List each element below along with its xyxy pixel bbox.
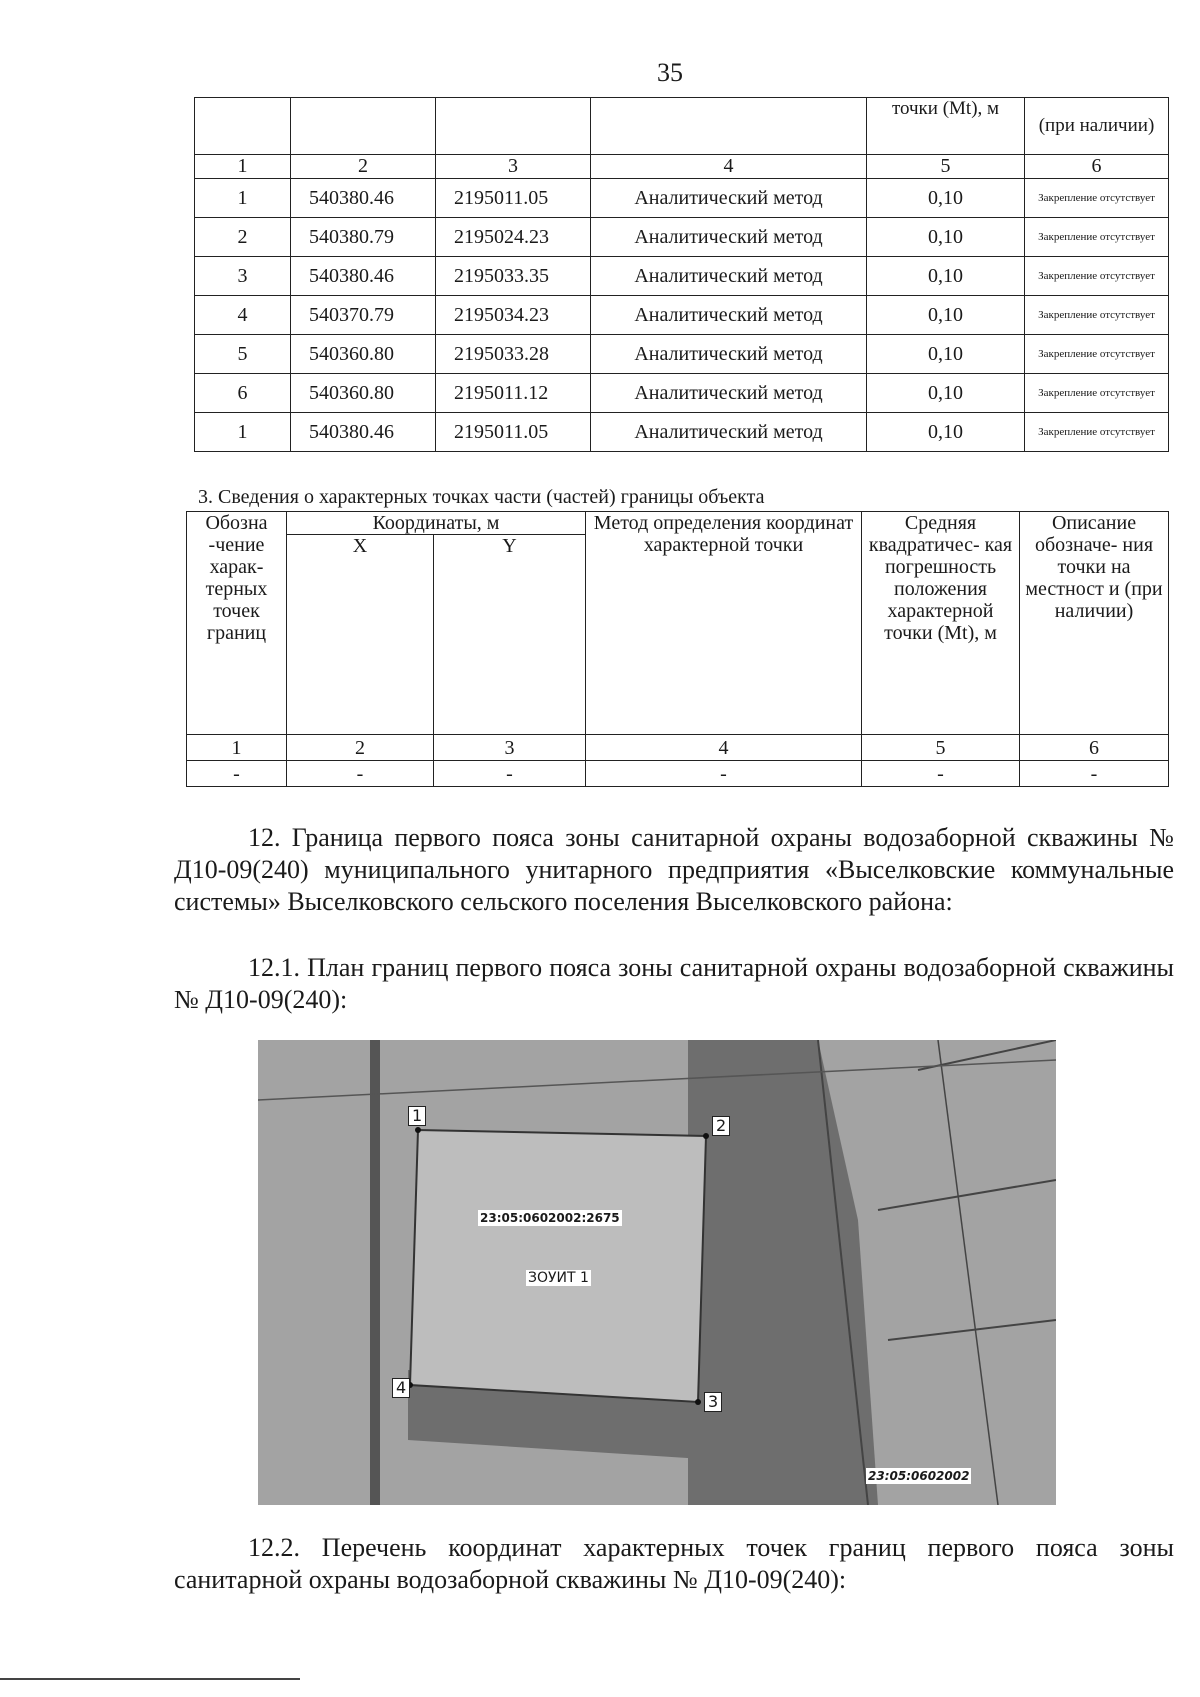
header-desc: Описание обозначе- ния точки на местност и (при наличии) (1020, 512, 1169, 735)
quarter-label: 23:05:0602002 (868, 1469, 970, 1483)
point-number: 2 (195, 218, 291, 257)
table-row (195, 218, 1169, 257)
table-header-row (195, 98, 1169, 155)
section3-header-row (187, 512, 1169, 535)
table-row (195, 257, 1169, 296)
column-number-row (187, 735, 1169, 761)
paragraph-12: 12. Граница первого пояса зоны санитарной охраны водозаборной скважины № Д10-09(240) муниципального унитарного предприятия «Выселковские коммунальные системы» Выселковского сельского поселения Выселковского района: (174, 823, 1174, 916)
fix-value: Закрепление отсутствует (1025, 218, 1169, 257)
col-num: 3 (434, 735, 586, 761)
x-value: 540370.79 (291, 296, 436, 335)
x-value: 540380.46 (291, 257, 436, 296)
y-value: 2195024.23 (436, 218, 591, 257)
section3-title: 3. Сведения о характерных точках части (частей) границы объекта (198, 486, 765, 508)
fix-value: Закрепление отсутствует (1025, 374, 1169, 413)
empty-cell: - (1020, 761, 1169, 787)
point-label-1: 1 (408, 1106, 426, 1126)
header-method: Метод определения координат характерной точки (586, 512, 862, 735)
header-error: точки (Mt), м (867, 98, 1025, 155)
empty-cell: - (586, 761, 862, 787)
col-num: 6 (1020, 735, 1169, 761)
paragraph-12-1: 12.1. План границ первого пояса зоны санитарной охраны водозаборной скважины № Д10-09(240): (174, 953, 1174, 1014)
header-desc: (при наличии) (1025, 98, 1169, 155)
point-number: 5 (195, 335, 291, 374)
coordinates-table (194, 97, 1169, 452)
method-value: Аналитический метод (591, 257, 867, 296)
point-number: 3 (195, 257, 291, 296)
road-line (370, 1040, 380, 1505)
error-value: 0,10 (867, 296, 1025, 335)
error-value: 0,10 (867, 413, 1025, 452)
x-value: 540360.80 (291, 335, 436, 374)
point-number: 1 (195, 413, 291, 452)
col-num: 2 (291, 155, 436, 179)
col-num: 5 (862, 735, 1020, 761)
empty-cell: - (187, 761, 287, 787)
x-value: 540380.46 (291, 413, 436, 452)
error-value: 0,10 (867, 218, 1025, 257)
header-coords: Координаты, м (287, 512, 586, 535)
error-value: 0,10 (867, 179, 1025, 218)
method-value: Аналитический метод (591, 296, 867, 335)
y-value: 2195034.23 (436, 296, 591, 335)
method-value: Аналитический метод (591, 218, 867, 257)
empty-cell: - (862, 761, 1020, 787)
table-row (195, 179, 1169, 218)
col-num: 2 (287, 735, 434, 761)
table-row (195, 296, 1169, 335)
method-value: Аналитический метод (591, 179, 867, 218)
point-label-3: 3 (704, 1392, 722, 1412)
error-value: 0,10 (867, 335, 1025, 374)
empty-cell: - (434, 761, 586, 787)
table-row (195, 374, 1169, 413)
fix-value: Закрепление отсутствует (1025, 179, 1169, 218)
empty-cell: - (287, 761, 434, 787)
method-value: Аналитический метод (591, 374, 867, 413)
header-designation: Обозна -чение харак- терных точек границ (187, 512, 287, 735)
header-error: Средняя квадратичес- кая погрешность положения характерной точки (Mt), м (862, 512, 1020, 735)
y-value: 2195033.35 (436, 257, 591, 296)
fix-value: Закрепление отсутствует (1025, 257, 1169, 296)
x-value: 540360.80 (291, 374, 436, 413)
section3-table (186, 511, 1169, 787)
header-x: X (287, 535, 434, 735)
point-marker (695, 1399, 701, 1405)
point-number: 1 (195, 179, 291, 218)
y-value: 2195011.05 (436, 179, 591, 218)
point-marker (415, 1127, 421, 1133)
parcel-label: 23:05:0602002:2675 (480, 1211, 620, 1225)
point-label-4: 4 (392, 1378, 410, 1398)
boundary-plan-map (258, 1040, 1056, 1505)
col-num: 4 (586, 735, 862, 761)
point-number: 6 (195, 374, 291, 413)
parcel-polygon (410, 1130, 706, 1402)
method-value: Аналитический метод (591, 413, 867, 452)
error-value: 0,10 (867, 374, 1025, 413)
page-number: 35 (657, 58, 683, 87)
fix-value: Закрепление отсутствует (1025, 335, 1169, 374)
col-num: 5 (867, 155, 1025, 179)
table-row (195, 335, 1169, 374)
col-num: 3 (436, 155, 591, 179)
method-value: Аналитический метод (591, 335, 867, 374)
point-number: 4 (195, 296, 291, 335)
bottom-rule (0, 1678, 300, 1680)
point-label-2: 2 (712, 1116, 730, 1136)
header-y: Y (434, 535, 586, 735)
y-value: 2195011.05 (436, 413, 591, 452)
col-num: 6 (1025, 155, 1169, 179)
y-value: 2195011.12 (436, 374, 591, 413)
y-value: 2195033.28 (436, 335, 591, 374)
col-num: 1 (195, 155, 291, 179)
x-value: 540380.79 (291, 218, 436, 257)
table-row (187, 761, 1169, 787)
x-value: 540380.46 (291, 179, 436, 218)
point-marker (703, 1133, 709, 1139)
zone-label: ЗОУИТ 1 (528, 1270, 589, 1286)
map-graphic (258, 1040, 1056, 1505)
error-value: 0,10 (867, 257, 1025, 296)
paragraph-12-2: 12.2. Перечень координат характерных точек границ первого пояса зоны санитарной охраны водозаборной скважины № Д10-09(240): (174, 1533, 1174, 1594)
fix-value: Закрепление отсутствует (1025, 413, 1169, 452)
col-num: 1 (187, 735, 287, 761)
fix-value: Закрепление отсутствует (1025, 296, 1169, 335)
col-num: 4 (591, 155, 867, 179)
column-number-row (195, 155, 1169, 179)
table-row (195, 413, 1169, 452)
